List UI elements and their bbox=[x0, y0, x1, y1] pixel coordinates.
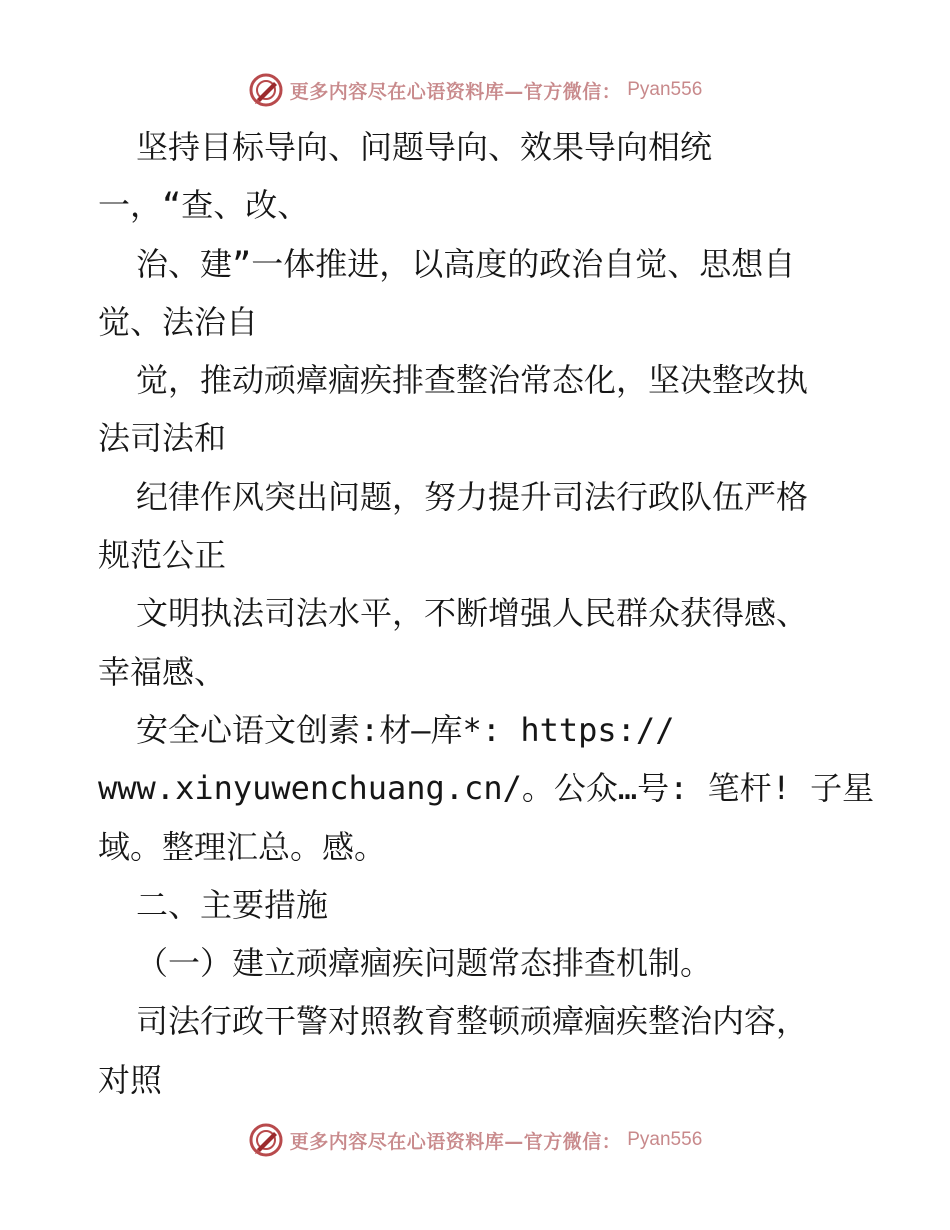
body-line: 安全心语文创素:材—库*: https:// bbox=[136, 710, 675, 749]
watermark-wechat-id: Pyan556 bbox=[627, 79, 703, 100]
pen-logo-icon bbox=[248, 72, 284, 108]
body-line: 规范公正 bbox=[98, 536, 227, 575]
pen-logo-icon bbox=[248, 1122, 284, 1158]
body-line: www.xinyuwenchuang.cn/。公众…号: 笔杆! 子星 bbox=[98, 769, 875, 808]
body-line: 坚持目标导向、问题导向、效果导向相统 bbox=[136, 128, 713, 166]
body-line: 觉、法治自 bbox=[98, 302, 259, 341]
watermark-text: 更多内容尽在心语资料库—官方微信： bbox=[289, 80, 622, 103]
body-line: 域。整理汇总。感。 bbox=[98, 827, 387, 866]
body-line: 治、建”一体推进，以高度的政治自觉、思想自 bbox=[136, 244, 796, 283]
body-line: 法司法和 bbox=[98, 419, 227, 458]
body-line: 文明执法司法水平，不断增强人民群众获得感、 bbox=[136, 594, 809, 633]
body-line: 司法行政干警对照教育整顿顽瘴痼疾整治内容， bbox=[136, 1002, 809, 1041]
body-line: 对照 bbox=[98, 1060, 163, 1099]
footer-watermark bbox=[0, 1120, 950, 1160]
body-line: 觉，推动顽瘴痼疾排查整治常态化，坚决整改执 bbox=[136, 361, 809, 400]
watermark-text: 更多内容尽在心语资料库—官方微信： bbox=[289, 1130, 622, 1153]
document-body bbox=[98, 118, 875, 1109]
body-line: 一，“查、改、 bbox=[98, 186, 310, 225]
watermark-wechat-id: Pyan556 bbox=[627, 1129, 703, 1150]
body-line: 幸福感、 bbox=[98, 652, 227, 691]
section-heading: 二、主要措施 bbox=[136, 885, 329, 924]
subsection-heading: （一）建立顽瘴痼疾问题常态排查机制。 bbox=[136, 944, 713, 983]
header-watermark bbox=[0, 70, 950, 110]
body-line: 纪律作风突出问题，努力提升司法行政队伍严格 bbox=[136, 477, 809, 516]
